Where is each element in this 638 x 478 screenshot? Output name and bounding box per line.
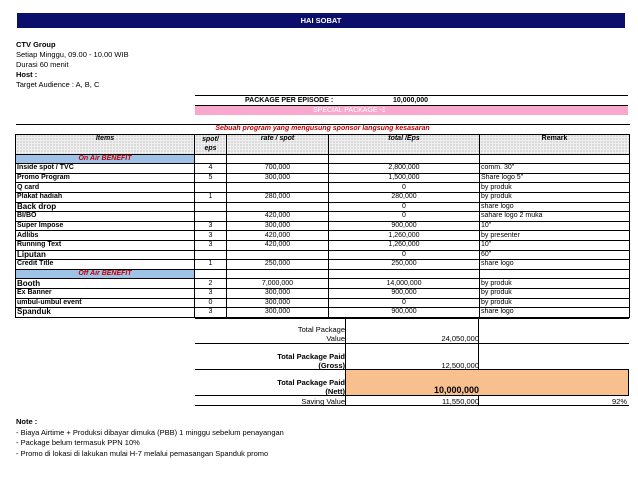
empty-cell [329, 269, 480, 279]
cell-rate: 300,000 [227, 308, 329, 318]
cell-spot: 4 [195, 164, 227, 174]
table-subtitle: Sebuah program yang mengusung sponsor langsung kesasaran [16, 125, 630, 135]
notes-title: Note : [16, 417, 38, 426]
empty-cell [480, 269, 630, 279]
gross-value: 12,500,000 [441, 361, 479, 370]
gross-label-line2: (Gross) [318, 361, 345, 370]
cell-item: Adlibs [16, 231, 195, 241]
cell-remark: 60" [480, 250, 630, 260]
cell-rate [227, 202, 329, 212]
cell-rate: 420,000 [227, 212, 329, 222]
empty-cell [195, 269, 227, 279]
cell-item: Booth [16, 279, 195, 289]
cell-spot: 1 [195, 260, 227, 270]
nett-label-line1: Total Package Paid [277, 378, 345, 387]
cell-total: 1,500,000 [329, 173, 480, 183]
cell-item: Promo Program [16, 173, 195, 183]
nett-label-line2: (Nett) [325, 387, 345, 396]
cell-item: umbul-umbul event [16, 298, 195, 308]
table-header-row [16, 134, 630, 154]
cell-total: 1,260,000 [329, 231, 480, 241]
cell-remark: by produk [480, 279, 630, 289]
program-host: Host : [16, 70, 38, 79]
empty-cell [227, 269, 329, 279]
empty-cell [195, 154, 227, 164]
cell-total: 280,000 [329, 192, 480, 202]
cell-rate: 250,000 [227, 260, 329, 270]
table-row [16, 240, 630, 250]
header-items: Items [16, 134, 195, 154]
cell-item: Credit Title [16, 260, 195, 270]
cell-item: Back drop [16, 202, 195, 212]
cell-item: Super Impose [16, 221, 195, 231]
cell-total: 1,260,000 [329, 240, 480, 250]
cell-rate: 300,000 [227, 221, 329, 231]
cell-spot: 3 [195, 231, 227, 241]
section-label: On Air BENEFIT [16, 154, 195, 164]
saving-value: 11,550,000 [442, 397, 479, 406]
cell-remark: share logo [480, 202, 630, 212]
cell-remark: comm. 30" [480, 164, 630, 174]
cell-spot [195, 183, 227, 193]
cell-remark: by produk [480, 192, 630, 202]
cell-remark: by produk [480, 288, 630, 298]
section-row [16, 154, 630, 164]
cell-spot [195, 212, 227, 222]
table-row [16, 250, 630, 260]
header-remark: Remark [480, 134, 630, 154]
empty-cell [480, 154, 630, 164]
cell-total: 0 [329, 212, 480, 222]
cell-remark: 10" [480, 240, 630, 250]
table-row [16, 192, 630, 202]
cell-spot: 1 [195, 192, 227, 202]
cell-total: 900,000 [329, 288, 480, 298]
gross-label [195, 352, 345, 370]
section-label: Off Air BENEFIT [16, 269, 195, 279]
cell-spot: 2 [195, 279, 227, 289]
table-row [16, 212, 630, 222]
cell-item: BI/BO [16, 212, 195, 222]
cell-remark: 10" [480, 221, 630, 231]
package-per-episode [195, 95, 628, 106]
total-value-label-line1: Total Package [297, 325, 345, 334]
cell-item: Inside spot / TVC [16, 164, 195, 174]
cell-spot: 0 [195, 298, 227, 308]
table-row [16, 279, 630, 289]
benefit-table [15, 124, 630, 318]
nett-value: 10,000,000 [433, 385, 479, 395]
cell-total: 0 [329, 202, 480, 212]
summary-gross [195, 343, 629, 369]
empty-cell [227, 154, 329, 164]
cell-rate [227, 183, 329, 193]
program-info [16, 40, 129, 90]
notes [16, 417, 284, 459]
cell-spot: 3 [195, 288, 227, 298]
cell-item: Q card [16, 183, 195, 193]
cell-total: 900,000 [329, 221, 480, 231]
summary-total-value [195, 318, 629, 343]
cell-total: 900,000 [329, 308, 480, 318]
program-schedule: Setiap Minggu, 09.00 - 10.00 WIB [16, 50, 129, 59]
cell-total: 250,000 [329, 260, 480, 270]
saving-percent: 92% [611, 397, 627, 406]
cell-spot: 3 [195, 308, 227, 318]
cell-spot: 5 [195, 173, 227, 183]
table-row [16, 183, 630, 193]
cell-item: Liputan [16, 250, 195, 260]
cell-remark: by produk [480, 298, 630, 308]
cell-total: 0 [329, 183, 480, 193]
cell-rate: 7,000,000 [227, 279, 329, 289]
header-total: total /Eps [329, 134, 480, 154]
table-row [16, 298, 630, 308]
cell-total: 14,000,000 [329, 279, 480, 289]
total-value: 24,050,000 [441, 334, 479, 343]
special-package-label: SPECIAL PACKAGE -1 [313, 107, 386, 114]
cell-rate [227, 250, 329, 260]
gross-label-line1: Total Package Paid [277, 352, 345, 361]
program-duration: Durasi 60 menit [16, 60, 69, 69]
table-row [16, 308, 630, 318]
table-row [16, 288, 630, 298]
cell-remark: by presenter [480, 231, 630, 241]
cell-item: Running Text [16, 240, 195, 250]
cell-item: Spanduk [16, 308, 195, 318]
cell-remark: share logo [480, 308, 630, 318]
total-value-label [195, 325, 345, 343]
section-row [16, 269, 630, 279]
cell-remark: Share logo 5" [480, 173, 630, 183]
summary-nett [195, 369, 629, 395]
cell-total: 0 [329, 250, 480, 260]
special-package-banner [195, 106, 628, 115]
total-value-label-line2: Value [326, 334, 345, 343]
page-title: HAI SOBAT [17, 13, 625, 28]
package-value: 10,000,000 [393, 97, 429, 104]
note-line: - Package belum termasuk PPN 10% [16, 438, 140, 447]
cell-rate: 700,000 [227, 164, 329, 174]
cell-rate: 280,000 [227, 192, 329, 202]
cell-remark: sahare logo 2 muka [480, 212, 630, 222]
cell-total: 2,800,000 [329, 164, 480, 174]
cell-rate: 420,000 [227, 231, 329, 241]
nett-label [195, 378, 345, 396]
cell-rate: 300,000 [227, 288, 329, 298]
table-row [16, 260, 630, 270]
cell-spot [195, 202, 227, 212]
cell-rate: 420,000 [227, 240, 329, 250]
cell-remark: share logo [480, 260, 630, 270]
cell-spot: 3 [195, 240, 227, 250]
table-row [16, 173, 630, 183]
cell-remark: by produk [480, 183, 630, 193]
header-rate: rate / spot [227, 134, 329, 154]
package-label: PACKAGE PER EPISODE : [245, 97, 334, 104]
table-row [16, 221, 630, 231]
summary-saving [195, 395, 629, 406]
cell-spot: 3 [195, 221, 227, 231]
cell-spot [195, 250, 227, 260]
program-target: Target Audience : A, B, C [16, 80, 100, 89]
cell-rate: 300,000 [227, 298, 329, 308]
header-spot: spot/ eps [195, 134, 227, 154]
program-name: CTV Group [16, 40, 56, 49]
cell-item: Plakat hadiah [16, 192, 195, 202]
table-row [16, 202, 630, 212]
note-line: - Promo di lokasi di lakukan mulai H-7 melalui pemasangan Spanduk promo [16, 448, 269, 458]
cell-item: Ex Banner [16, 288, 195, 298]
table-row [16, 164, 630, 174]
cell-total: 0 [329, 298, 480, 308]
table-row [16, 231, 630, 241]
empty-cell [329, 154, 480, 164]
saving-label: Saving Value [301, 397, 345, 406]
note-line: - Biaya Airtime + Produksi dibayar dimuka (PBB) 1 minggu sebelum penayangan [16, 427, 284, 437]
cell-rate: 300,000 [227, 173, 329, 183]
